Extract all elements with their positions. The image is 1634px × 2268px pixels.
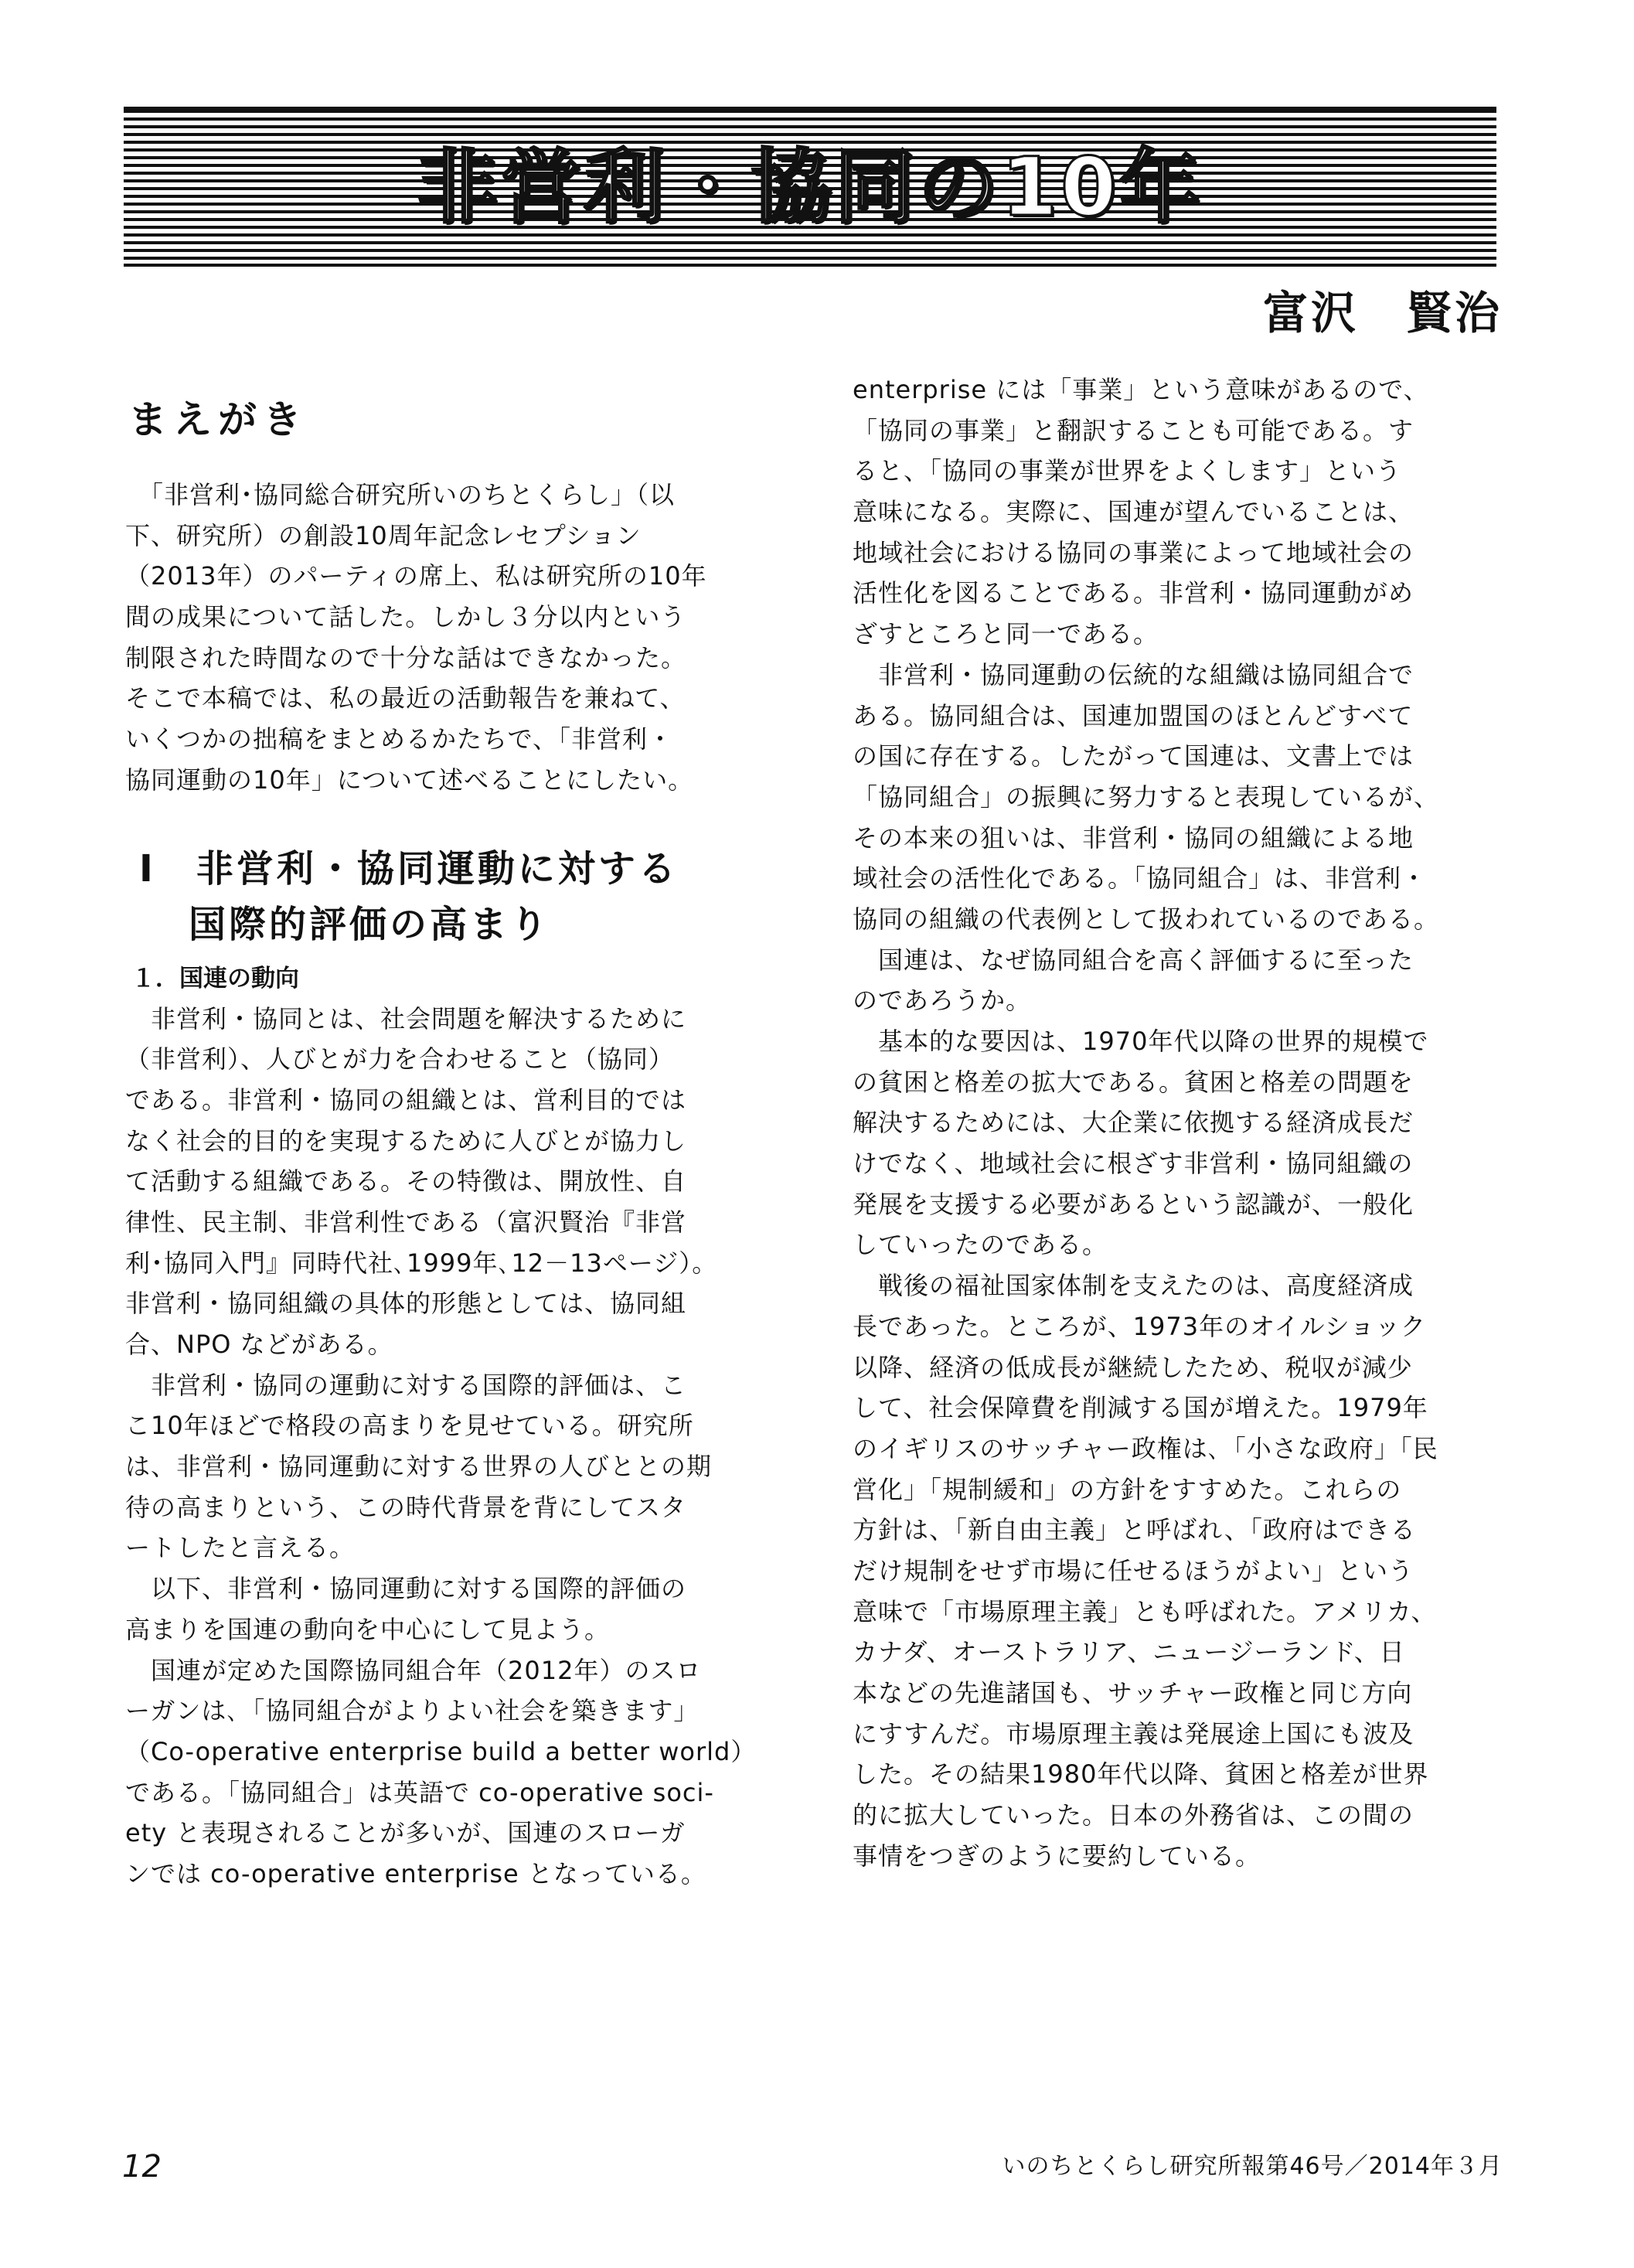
text-line: 協同運動の10年」について述べることにしたい。 (125, 765, 694, 795)
text-line: 待の高まりという、この時代背景を背にしてスタ (125, 1492, 687, 1522)
text-line: 合、NPO などがある。 (125, 1330, 393, 1359)
text-line: ンでは co-operative enterprise となっている。 (125, 1858, 706, 1888)
text-line: 「協同の事業」と翻訳することも可能である。す (853, 415, 1414, 445)
text-line: こ10年ほどで格段の高まりを見せている。研究所 (125, 1411, 694, 1441)
text-line: ざすところと同一である。 (853, 619, 1159, 649)
text-line: にすすんだ。市場原理主義は発展途上国にも波及 (853, 1718, 1414, 1749)
text-line: した。その結果1980年代以降、貧困と格差が世界 (853, 1759, 1429, 1790)
text-line: 発展を支援する必要があるという認識が、一般化 (853, 1189, 1414, 1219)
text-line: 戦後の福祉国家体制を支えたのは、高度経済成 (853, 1271, 1414, 1301)
text-line: 意味で「市場原理主義」とも呼ばれた。アメリカ、 (853, 1596, 1437, 1626)
text-line: は、非営利・協同運動に対する世界の人びととの期 (125, 1452, 713, 1482)
text-line: 意味になる。実際に、国連が望んでいることは、 (853, 497, 1414, 527)
text-line: 方針は、「新自由主義」と呼ばれ、「政府はできる (853, 1515, 1416, 1545)
left-column (125, 371, 821, 1895)
text-line: ある。協同組合は、国連加盟国のほとんどすべて (853, 700, 1414, 730)
text-line: 協同の組織の代表例として扱われているのである。 (853, 904, 1440, 934)
text-line: 高まりを国連の動向を中心にして見よう。 (125, 1614, 611, 1644)
text-line: 下、研究所）の創設10周年記念レセプション (125, 520, 642, 550)
text-line: 事情をつぎのように要約している。 (853, 1841, 1261, 1871)
text-line: そこで本稿では、私の最近の活動報告を兼ねて、 (125, 683, 686, 713)
text-line: （Co-operative enterprise build a better world） (125, 1736, 757, 1766)
text-line: ると、「協同の事業が世界をよくします」という (853, 456, 1402, 486)
text-line: 非営利・協同組織の具体的形態としては、協同組 (125, 1289, 687, 1319)
text-line: 以下、非営利・協同運動に対する国際的評価の (125, 1574, 687, 1604)
text-line: 長であった。ところが、1973年のオイルショック (853, 1311, 1427, 1341)
text-line: していったのである。 (853, 1230, 1108, 1260)
text-line: なく社会的目的を実現するために人びとが協力し (125, 1125, 687, 1156)
right-column (853, 369, 1525, 1876)
text-line: 非営利・協同運動の伝統的な組織は協同組合で (853, 659, 1414, 690)
text-line: ety と表現されることが多いが、国連のスローガ (125, 1818, 686, 1848)
text-line: 基本的な要因は、1970年代以降の世界的規模で (853, 1027, 1429, 1056)
maegaki-heading: まえがき (128, 397, 308, 442)
journal-footer: いのちとくらし研究所報第46号／2014年３月 (1002, 2153, 1503, 2180)
text-line: 「協同組合」の振興に努力すると表現しているが、 (853, 782, 1440, 812)
title-banner (124, 107, 1496, 267)
text-line: である。非営利・協同の組織とは、営利目的では (125, 1085, 687, 1115)
text-line: 的に拡大していった。日本の外務省は、この間の (853, 1800, 1414, 1830)
text-line: 制限された時間なので十分な話はできなかった。 (125, 642, 687, 673)
text-line: だけ規制をせず市場に任せるほうがよい」という (853, 1555, 1414, 1585)
text-line: 利･協同入門』同時代社､1999年､12－13ページ）。 (125, 1248, 718, 1278)
text-line: 「非営利･協同総合研究所いのちとくらし」（以 (125, 480, 676, 509)
text-line: 律性、民主制、非営利性である（富沢賢治『非営 (125, 1207, 687, 1237)
section-body (125, 999, 821, 1895)
text-line: 営化」「規制緩和」の方針をすすめた。これらの (853, 1474, 1402, 1504)
author-name: 富沢 賢治 (1262, 287, 1503, 339)
text-line: の貧困と格差の拡大である。貧困と格差の問題を (853, 1067, 1414, 1097)
text-line: ーガンは､「協同組合がよりよい社会を築きます」 (125, 1696, 700, 1726)
text-line: カナダ、オーストラリア、ニュージーランド、日 (853, 1637, 1405, 1667)
text-line: 非営利・協同の運動に対する国際的評価は、こ (125, 1370, 687, 1400)
text-line: 解決するためには、大企業に依拠する経済成長だ (853, 1108, 1414, 1138)
text-line: のイギリスのサッチャー政権は､「小さな政府」「民 (853, 1433, 1438, 1463)
text-line: 国連が定めた国際協同組合年（2012年）のスロ (125, 1655, 702, 1685)
text-line: して、社会保障費を削減する国が増えた。1979年 (853, 1393, 1428, 1423)
text-line: 活性化を図ることである。非営利・協同運動がめ (853, 578, 1414, 608)
text-line: 非営利・協同とは、社会問題を解決するために (125, 1003, 687, 1034)
text-line: いくつかの拙稿をまとめるかたちで、「非営利・ (125, 724, 674, 754)
subsection-heading: １．国連の動向 (131, 964, 299, 993)
page-title: 非営利・協同の10年 (417, 140, 1203, 234)
text-line: enterprise には「事業」という意味があるので、 (853, 375, 1429, 404)
text-line: て活動する組織である。その特徴は、開放性、自 (125, 1166, 687, 1197)
text-line: のであろうか。 (853, 986, 1032, 1016)
text-line: 域社会の活性化である｡「協同組合」は、非営利・ (853, 863, 1428, 894)
text-line: その本来の狙いは、非営利・協同の組織による地 (853, 822, 1414, 853)
text-line: けでなく、地域社会に根ざす非営利・協同組織の (853, 1149, 1414, 1179)
text-line: 本などの先進諸国も、サッチャー政権と同じ方向 (853, 1678, 1413, 1708)
text-line: 地域社会における協同の事業によって地域社会の (853, 537, 1414, 567)
maegaki-body (125, 475, 821, 801)
right-column-body (853, 369, 1525, 1876)
text-line: の国に存在する。したがって国連は、文書上では (853, 741, 1414, 771)
section-heading-line1: Ⅰ 非営利・協同運動に対する (139, 846, 679, 891)
text-line: 以降、経済の低成長が継続したため、税収が減少 (853, 1352, 1413, 1382)
text-line: （非営利）、人びとが力を合わせること（協同） (125, 1044, 675, 1074)
section-heading-line2: 国際的評価の高まり (189, 902, 551, 946)
section-heading (139, 841, 821, 952)
text-line: 間の成果について話した。しかし３分以内という (125, 602, 686, 632)
text-line: ートしたと言える。 (125, 1533, 356, 1563)
text-line: 国連は、なぜ協同組合を高く評価するに至った (853, 945, 1414, 975)
page-number: 12 (122, 2149, 162, 2185)
text-line: （2013年）のパーティの席上、私は研究所の10年 (125, 561, 707, 591)
text-line: である。「協同組合」は英語で co-operative soci- (125, 1777, 714, 1807)
